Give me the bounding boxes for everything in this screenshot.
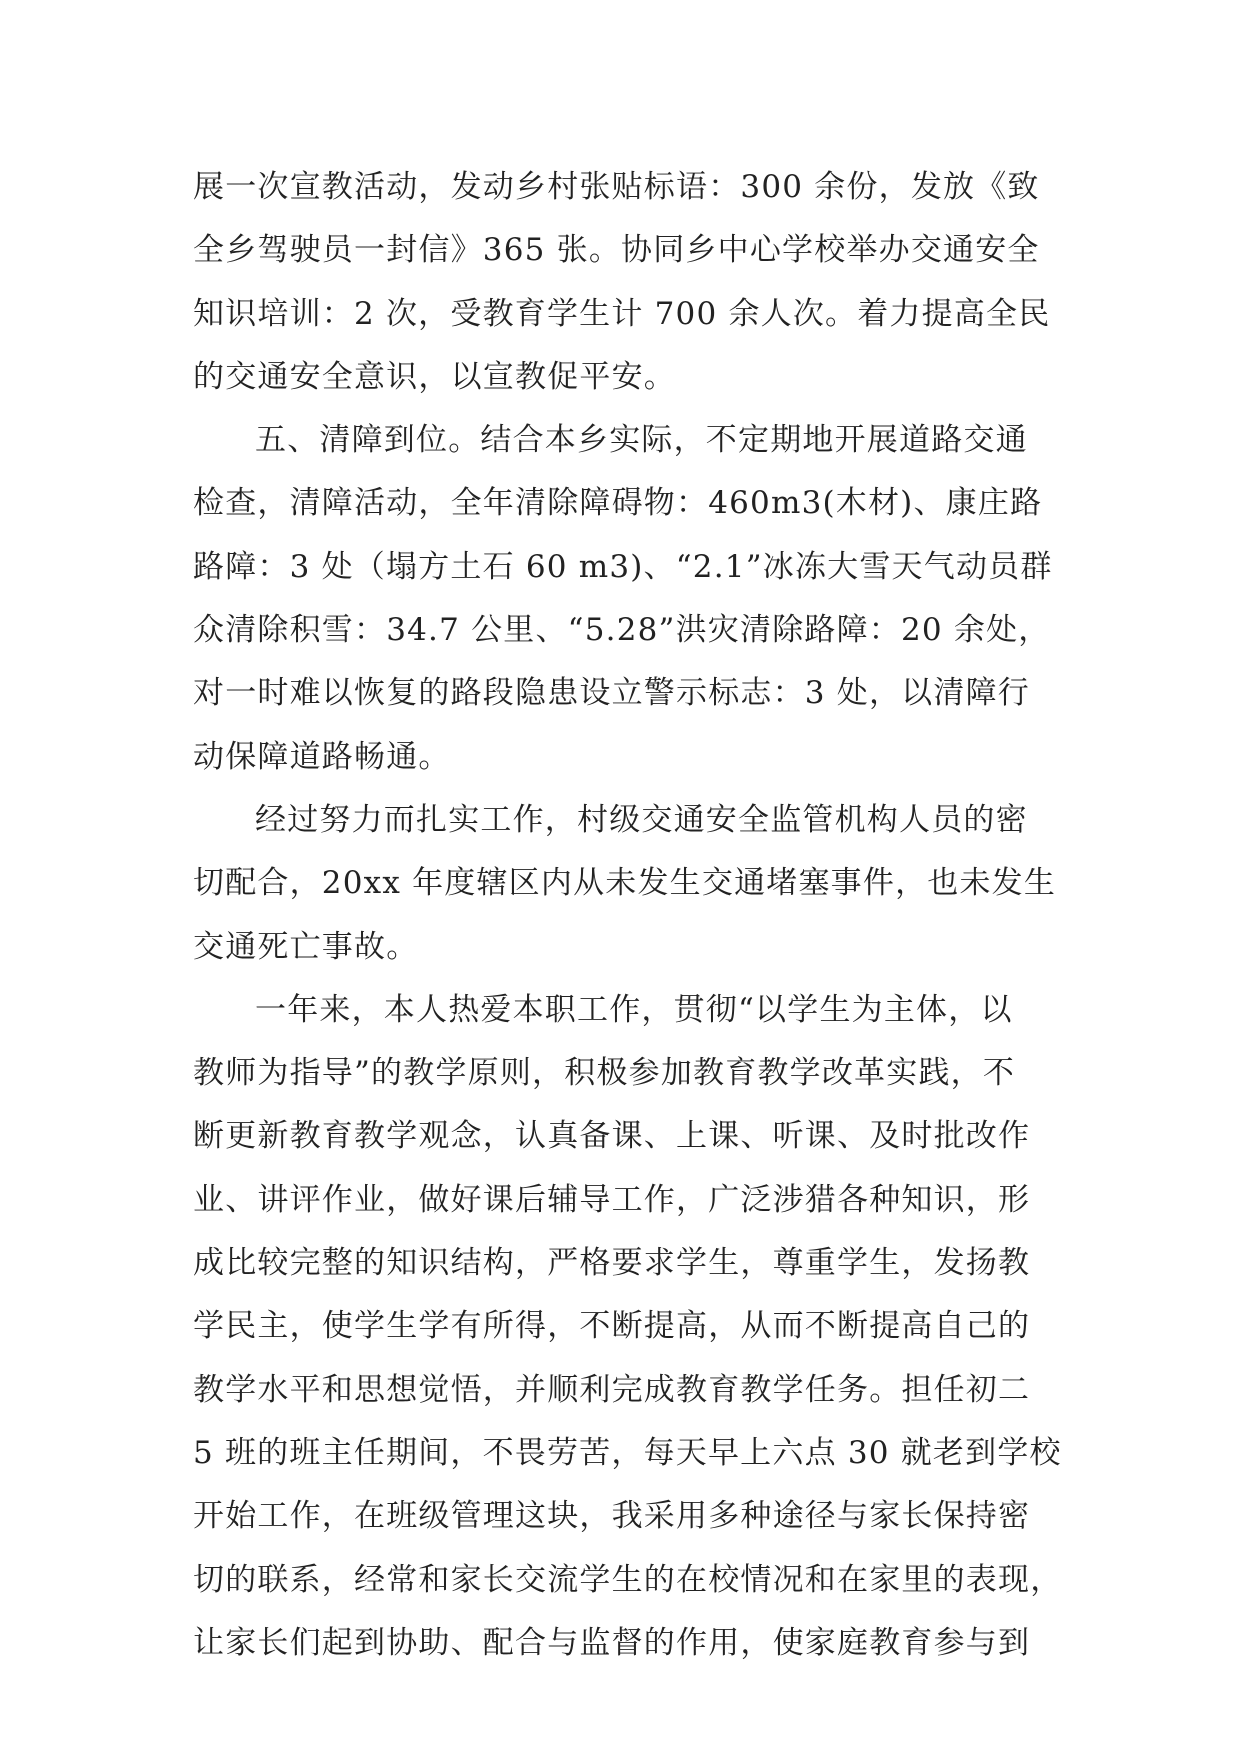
text-line: 切的联系，经常和家长交流学生的在校情况和在家里的表现， [193, 1561, 1063, 1598]
paragraph-first-line: 经过努力而扎实工作，村级交通安全监管机构人员的密 [255, 801, 1028, 838]
text-line: 众清除积雪：34.7 公里、“5.28”洪灾清除路障：20 余处， [193, 612, 1051, 649]
text-line: 让家长们起到协助、配合与监督的作用，使家庭教育参与到 [193, 1624, 1031, 1661]
document-body [193, 156, 1063, 1675]
text-line: 切配合，20xx 年度辖区内从未发生交通堵塞事件，也未发生 [193, 865, 1057, 902]
text-line: 5 班的班主任期间，不畏劳苦，每天早上六点 30 就老到学校 [193, 1434, 1062, 1471]
text-line: 对一时难以恢复的路段隐患设立警示标志：3 处，以清障行 [193, 675, 1030, 712]
text-line: 开始工作，在班级管理这块，我采用多种途径与家长保持密 [193, 1498, 1031, 1535]
text-line: 展一次宣教活动，发动乡村张贴标语：300 余份，发放《致 [193, 169, 1040, 205]
text-line: 的交通安全意识，以宣教促平安。 [193, 358, 676, 395]
text-line: 知识培训：2 次，受教育学生计 700 余人次。着力提高全民 [193, 295, 1051, 332]
text-line: 动保障道路畅通。 [193, 738, 451, 775]
text-line: 断更新教育教学观念，认真备课、上课、听课、及时批改作 [193, 1118, 1031, 1155]
text-line: 业、讲评作业，做好课后辅导工作，广泛涉猎各种知识，形 [193, 1181, 1031, 1218]
text-line: 教学水平和思想觉悟，并顺利完成教育教学任务。担任初二 [193, 1371, 1031, 1408]
paragraph-first-line: 一年来，本人热爱本职工作，贯彻“以学生为主体，以 [255, 991, 1013, 1028]
text-line: 成比较完整的知识结构，严格要求学生，尊重学生，发扬教 [193, 1245, 1031, 1282]
text-line: 路障：3 处（塌方土石 60 m3)、“2.1”冰冻大雪天气动员群 [193, 548, 1053, 585]
text-line: 教师为指导”的教学原则，积极参加教育教学改革实践，不 [193, 1055, 1016, 1092]
text-line: 交通死亡事故。 [193, 928, 419, 965]
text-line: 学民主，使学生学有所得，不断提高，从而不断提高自己的 [193, 1308, 1031, 1345]
text-line: 检查，清障活动，全年清除障碍物：460m3(木材)、康庄路 [193, 485, 1043, 522]
paragraph-first-line: 五、清障到位。结合本乡实际，不定期地开展道路交通 [255, 422, 1028, 459]
text-line: 全乡驾驶员一封信》365 张。协同乡中心学校举办交通安全 [193, 232, 1040, 269]
